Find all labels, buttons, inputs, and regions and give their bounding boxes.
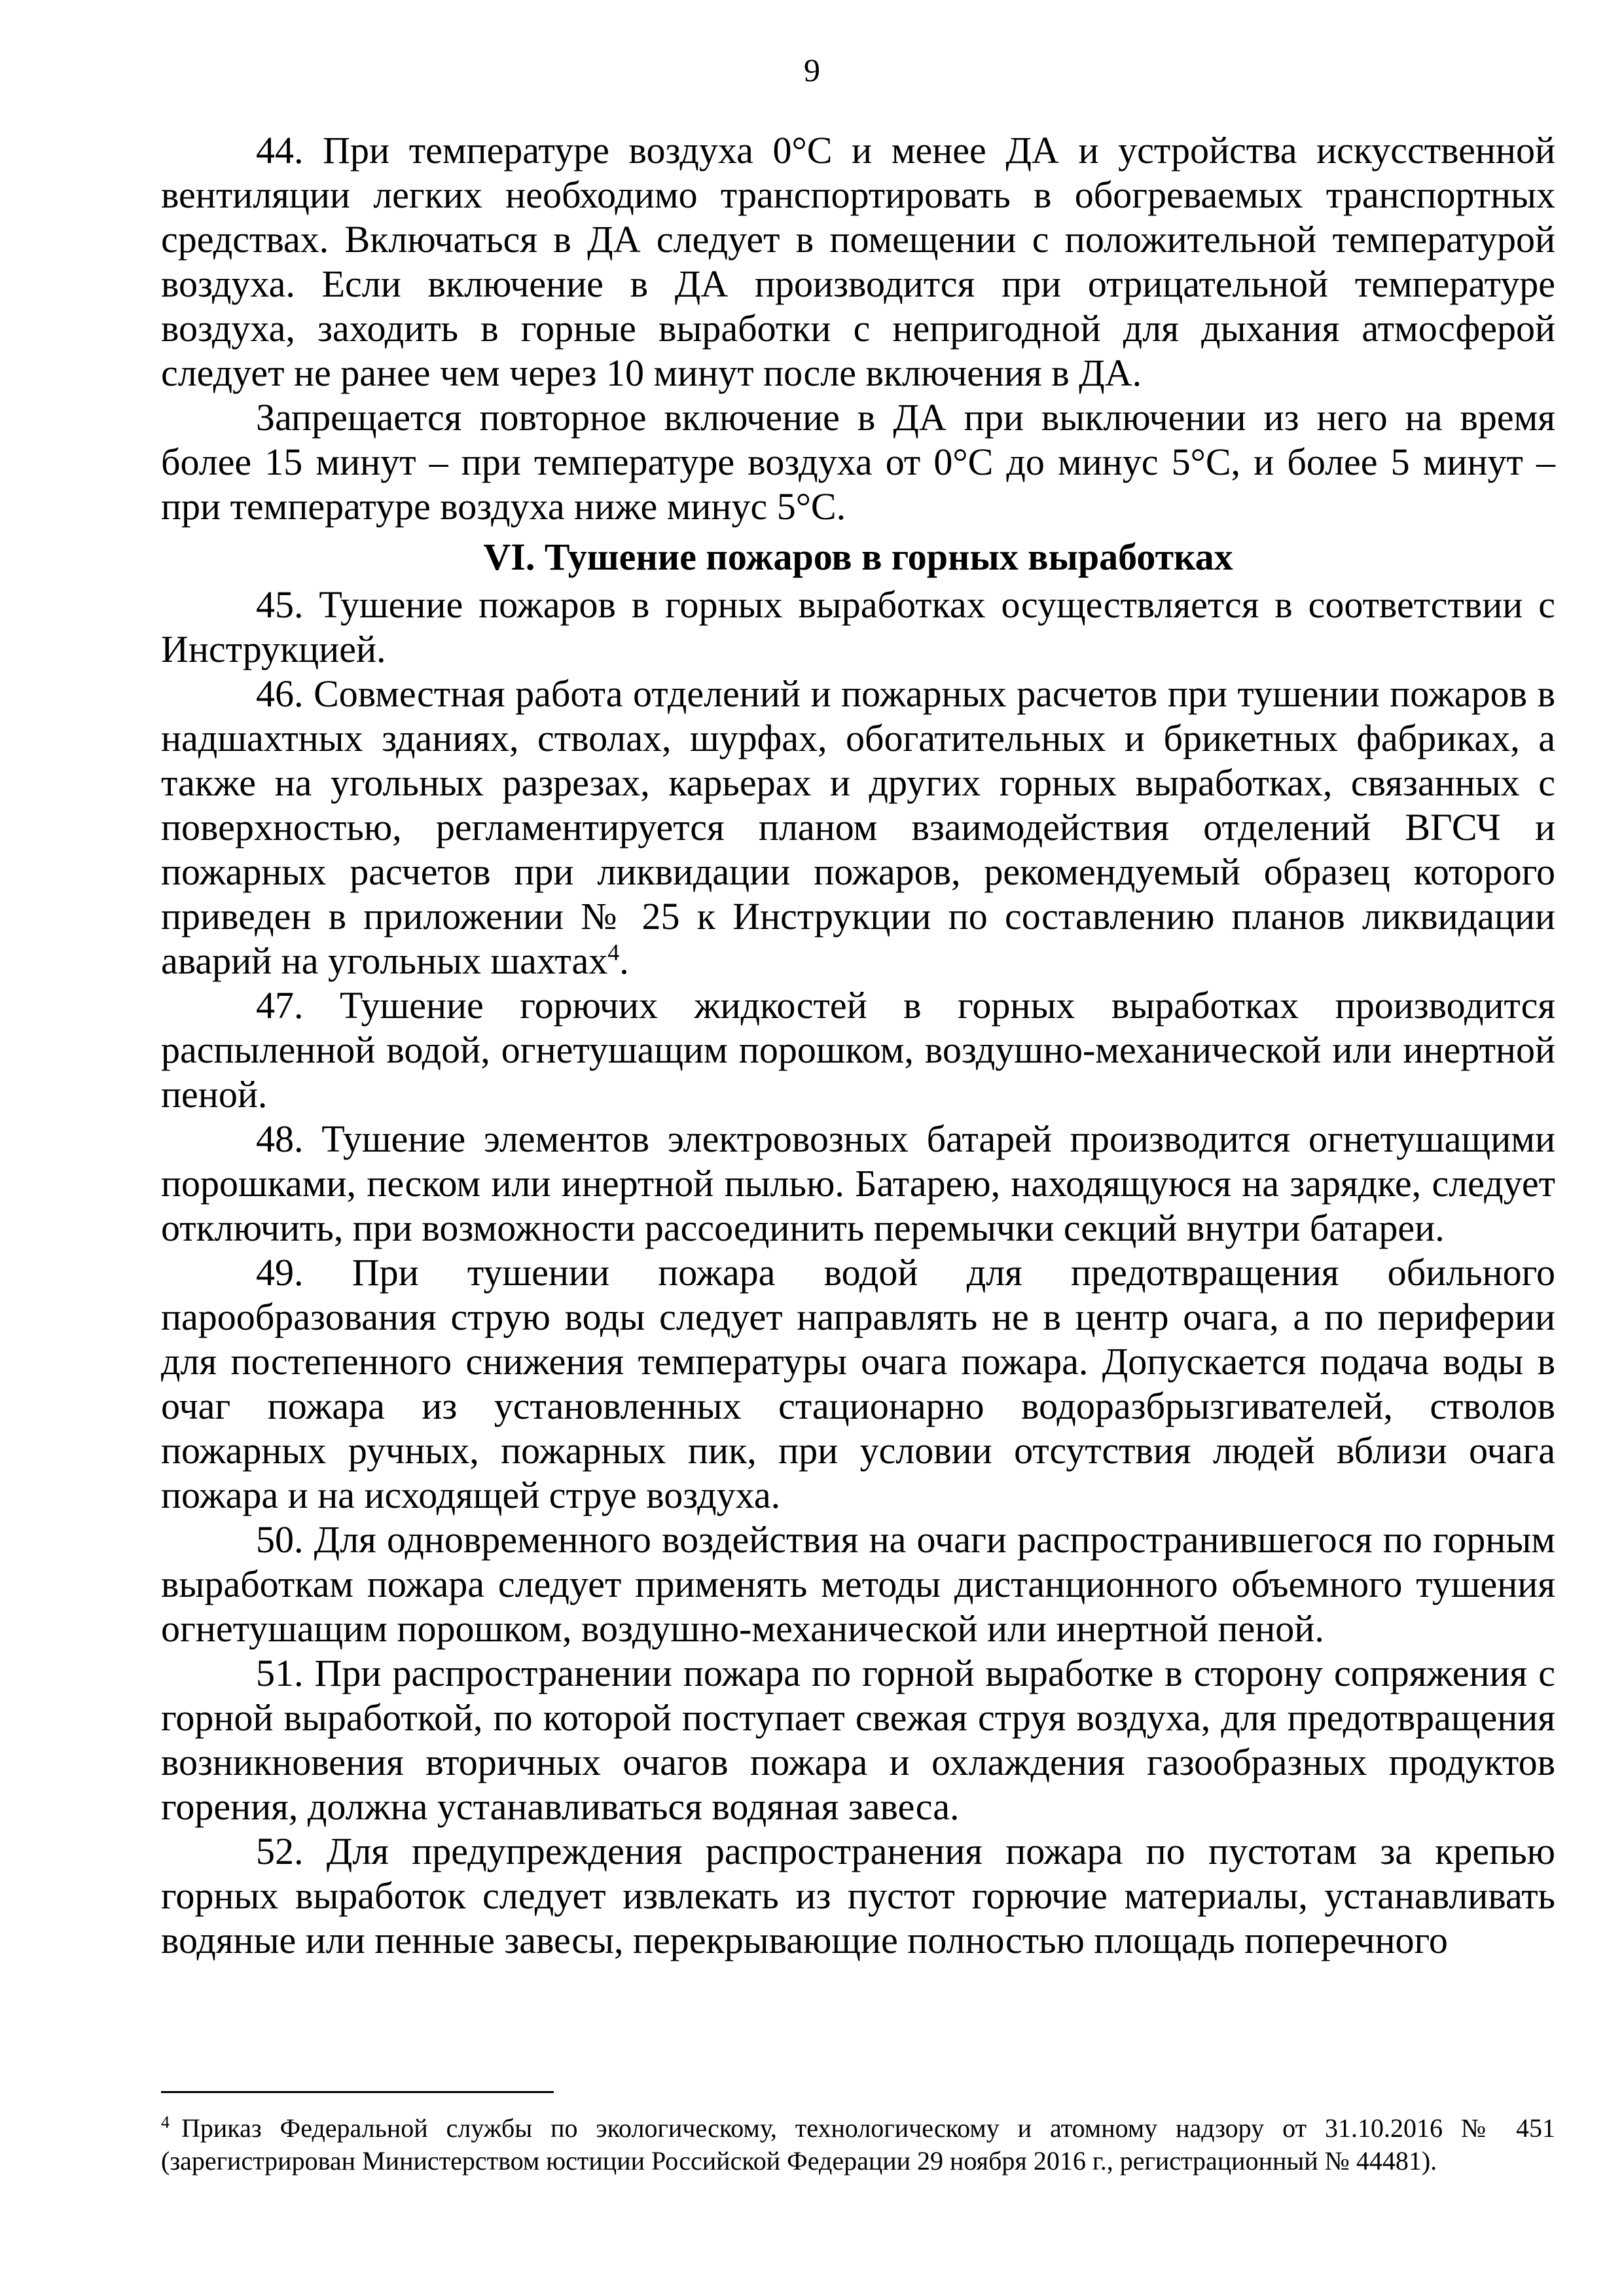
paragraph-50: 50. Для одновременного воздействия на очаги распространившегося по горным выработкам пожара следует применять методы дистанционного объемного тушения огнетушащим порошком, воздушно-механической или инертной пеной.	[161, 1518, 1555, 1650]
footnote-mark: 4	[161, 2112, 170, 2132]
paragraph-44-restriction: Запрещается повторное включение в ДА при выключении из него на время более 15 минут – при температуре воздуха от 0°С до минус 5°С, и более 5 минут – при температуре воздуха ниже минус 5°С.	[161, 396, 1555, 528]
footnote-reference: 4	[607, 939, 620, 966]
paragraph-46-end: .	[619, 939, 629, 982]
footnote-separator	[161, 2091, 554, 2093]
paragraph-51: 51. При распространении пожара по горной выработке в сторону сопряжения с горной выработкой, по которой поступает свежая струя воздуха, для предотвращения возникновения вторичных очагов пожара и охлаждения газообразных продуктов горения, должна устанавливаться водяная завеса.	[161, 1652, 1555, 1828]
paragraph-49: 49. При тушении пожара водой для предотвращения обильного парообразования струю воды следует направлять не в центр очага, а по периферии для постепенного снижения температуры очага пожара. Допускается подача воды в очаг пожара из установленных стационарно водоразбрызгивателей, стволов пожарных ручных, пожарных пик, при условии отсутствия людей вблизи очага пожара и на исходящей струе воздуха.	[161, 1251, 1555, 1516]
paragraph-46-text: 46. Совместная работа отделений и пожарных расчетов при тушении пожаров в надшахтных зданиях, стволах, шурфах, обогатительных и брикетных фабриках, а также на угольных разрезах, карьерах и других горных выработках, связанных с поверхностью, регламентируется планом взаимодействия отделений ВГСЧ и пожарных расчетов при ликвидации пожаров, рекомендуемый образец которого приведен в приложении № 25 к Инструкции по составлению планов ликвидации аварий на угольных шахтах	[161, 672, 1555, 982]
section-heading: VI. Тушение пожаров в горных выработках	[483, 536, 1233, 578]
paragraph-48: 48. Тушение элементов электровозных батарей производится огнетушащими порошками, песком или инертной пылью. Батарею, находящуюся на зарядке, следует отключить, при возможности рассоединить перемычки секций внутри батареи.	[161, 1118, 1555, 1249]
paragraph-45: 45. Тушение пожаров в горных выработках осуществляется в соответствии с Инструкцией.	[161, 583, 1555, 670]
paragraph-47: 47. Тушение горючих жидкостей в горных выработках производится распыленной водой, огнетушащим порошком, воздушно-механической или инертной пеной.	[161, 984, 1555, 1116]
footnote-text: Приказ Федеральной службы по экологическому, технологическому и атомному надзору от 31.10.2016 № 451 (зарегистрирован Министерством юстиции Российской Федерации 29 ноября 2016 г., регистрационный № 44481).	[161, 2113, 1555, 2176]
paragraph-52: 52. Для предупреждения распространения пожара по пустотам за крепью горных выработок следует извлекать из пустот горючие материалы, устанавливать водяные или пенные завесы, перекрывающие полностью площадь поперечного	[161, 1830, 1555, 1961]
footnote	[161, 2112, 1555, 2178]
document-body	[161, 128, 1555, 1963]
page-number: 9	[804, 52, 820, 88]
paragraph-44: 44. При температуре воздуха 0°С и менее ДА и устройства искусственной вентиляции легких необходимо транспортировать в обогреваемых транспортных средствах. Включаться в ДА следует в помещении с положительной температурой воздуха. Если включение в ДА производится при отрицательной температуре воздуха, заходить в горные выработки с непригодной для дыхания атмосферой следует не ранее чем через 10 минут после включения в ДА.	[161, 129, 1555, 394]
paragraph-46	[161, 672, 1555, 983]
